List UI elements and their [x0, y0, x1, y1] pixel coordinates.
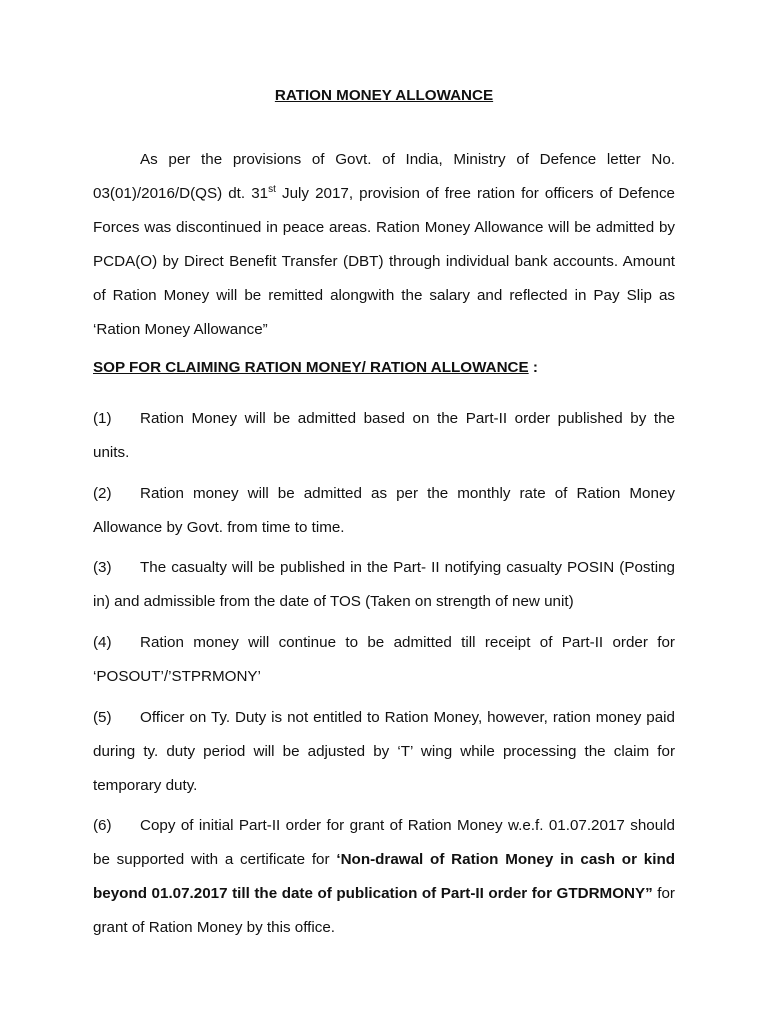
item-number: (2) [93, 485, 112, 502]
sop-item-4 [93, 626, 675, 694]
item-number: (5) [93, 709, 112, 726]
document-title: RATION MONEY ALLOWANCE [274, 87, 494, 104]
sop-heading [93, 357, 538, 379]
sop-item-3 [93, 551, 675, 619]
item-text: Ration Money will be admitted based on the Part-II order published by the units. [93, 410, 675, 461]
item-number: (3) [93, 559, 112, 576]
item-number: (1) [93, 410, 112, 427]
item-text-before: Copy of initial Part-II order for grant of Ration Money w.e.f. 01.07.2017 should be supported with a certificate for [93, 817, 675, 868]
item-number: (4) [93, 634, 112, 651]
sop-item-6 [93, 809, 675, 945]
sop-heading-text: SOP FOR CLAIMING RATION MONEY/ RATION ALLOWANCE [93, 359, 529, 376]
item-number: (6) [93, 817, 112, 834]
sop-item-1 [93, 402, 675, 470]
intro-text-part2: July 2017, provision of free ration for officers of Defence Forces was discontinued in peace areas. Ration Money Allowance will be admitted by PCDA(O) by Direct Benefit Transfer (DBT) through individual bank accounts. Amount of Ration Money will be remitted alongwith the salary and reflected in Pay Slip as ‘Ration Money Allowance” [93, 185, 676, 338]
intro-text-part1: As per the provisions of Govt. of India, Ministry of Defence letter No. 03(01)/2016/D(QS) dt. 31 [93, 151, 675, 202]
item-text-after: for grant of Ration Money by this office. [93, 885, 675, 936]
intro-paragraph [93, 143, 675, 347]
item-text-bold: ‘Non-drawal of Ration Money in cash or kind beyond 01.07.2017 till the date of publication of Part-II order for GTDRMONY” [93, 851, 675, 902]
sop-item-2 [93, 477, 675, 545]
sop-heading-suffix: : [528, 359, 538, 376]
item-text: Ration money will continue to be admitted till receipt of Part-II order for ‘POSOUT’/’STPRMONY’ [93, 634, 675, 685]
item-text: Officer on Ty. Duty is not entitled to Ration Money, however, ration money paid during ty. duty period will be adjusted by ‘T’ wing while processing the claim for temporary duty. [93, 709, 675, 794]
item-text: Ration money will be admitted as per the monthly rate of Ration Money Allowance by Govt. from time to time. [93, 485, 675, 536]
item-text: The casualty will be published in the Part- II notifying casualty POSIN (Posting in) and admissible from the date of TOS (Taken on strength of new unit) [93, 559, 675, 610]
sop-item-5 [93, 701, 675, 803]
intro-superscript: st [268, 183, 276, 195]
